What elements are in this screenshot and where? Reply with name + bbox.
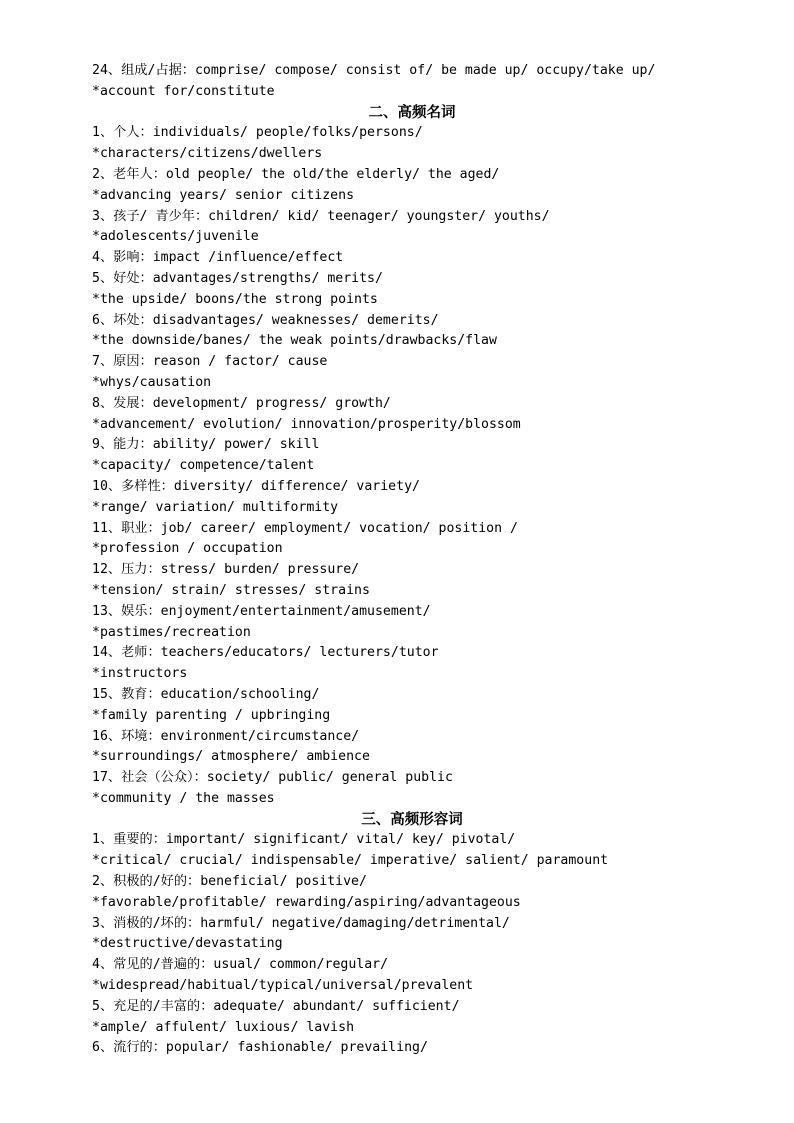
vocab-line: 3、孩子/ 青少年：children/ kid/ teenager/ youngster/ youths/	[92, 208, 550, 224]
vocab-line: *range/ variation/ multiformity	[92, 499, 339, 515]
vocab-line: 17、社会（公众）：society/ public/ general public	[92, 770, 453, 786]
vocab-line: *pastimes/recreation	[92, 624, 251, 640]
vocab-line: 8、发展：development/ progress/ growth/	[92, 395, 391, 411]
vocab-line: 6、流行的：popular/ fashionable/ prevailing/	[92, 1040, 428, 1056]
section-heading: 三、高频形容词	[361, 810, 463, 828]
vocab-line: 4、常见的/普遍的：usual/ common/regular/	[92, 957, 389, 973]
vocab-line: 2、积极的/好的：beneficial/ positive/	[92, 874, 367, 890]
vocab-line: 12、压力：stress/ burden/ pressure/	[92, 562, 360, 578]
vocab-line: *community / the masses	[92, 790, 275, 806]
vocab-line: *the upside/ boons/the strong points	[92, 291, 378, 307]
vocab-line: 15、教育：education/schooling/	[92, 686, 320, 702]
vocab-line: *critical/ crucial/ indispensable/ imperative/ salient/ paramount	[92, 853, 609, 869]
vocab-line: *characters/citizens/dwellers	[92, 146, 323, 162]
vocab-line: *advancing years/ senior citizens	[92, 187, 355, 203]
vocab-line: 1、个人：individuals/ people/folks/persons/	[92, 125, 423, 141]
vocab-line: 16、环境：environment/circumstance/	[92, 728, 360, 744]
vocab-line: 7、原因：reason / factor/ cause	[92, 354, 328, 370]
vocab-line: 3、消极的/坏的：harmful/ negative/damaging/detrimental/	[92, 915, 510, 931]
vocab-line: *advancement/ evolution/ innovation/prosperity/blossom	[92, 416, 521, 432]
section-heading: 二、高频名词	[368, 103, 456, 121]
vocab-line: 11、职业：job/ career/ employment/ vocation/ position /	[92, 520, 518, 536]
vocab-line: 5、充足的/丰富的：adequate/ abundant/ sufficient/	[92, 998, 460, 1014]
vocabulary-list	[92, 61, 732, 1059]
vocab-line: *account for/constitute	[92, 83, 275, 99]
vocab-line: 4、影响：impact /influence/effect	[92, 250, 344, 266]
vocab-line: *favorable/profitable/ rewarding/aspiring/advantageous	[92, 894, 521, 910]
vocab-line: 1、重要的：important/ significant/ vital/ key/ pivotal/	[92, 832, 516, 848]
vocab-line: 13、娱乐：enjoyment/entertainment/amusement/	[92, 603, 431, 619]
vocab-line: 5、好处：advantages/strengths/ merits/	[92, 270, 383, 286]
vocab-line: *profession / occupation	[92, 541, 283, 557]
vocab-line: 9、能力：ability/ power/ skill	[92, 437, 320, 453]
vocab-line: *surroundings/ atmosphere/ ambience	[92, 749, 370, 765]
vocab-line: 24、组成/占据：comprise/ compose/ consist of/ be made up/ occupy/take up/	[92, 63, 656, 78]
document-page	[92, 61, 732, 1059]
vocab-line: *family parenting / upbringing	[92, 707, 331, 723]
vocab-line: *adolescents/juvenile	[92, 229, 259, 245]
vocab-line: 2、老年人：old people/ the old/the elderly/ the aged/	[92, 166, 500, 182]
vocab-line: *ample/ affulent/ luxious/ lavish	[92, 1019, 355, 1035]
vocab-line: 10、多样性：diversity/ difference/ variety/	[92, 478, 420, 494]
vocab-line: *the downside/banes/ the weak points/drawbacks/flaw	[92, 333, 497, 349]
vocab-line: *widespread/habitual/typical/universal/prevalent	[92, 978, 474, 994]
vocab-line: *instructors	[92, 666, 188, 682]
vocab-line: 6、坏处：disadvantages/ weaknesses/ demerits/	[92, 312, 439, 328]
vocab-line: *destructive/devastating	[92, 936, 283, 952]
vocab-line: *tension/ strain/ stresses/ strains	[92, 582, 370, 598]
vocab-line: 14、老师：teachers/educators/ lecturers/tutor	[92, 645, 439, 661]
vocab-line: *whys/causation	[92, 374, 212, 390]
vocab-line: *capacity/ competence/talent	[92, 458, 315, 474]
